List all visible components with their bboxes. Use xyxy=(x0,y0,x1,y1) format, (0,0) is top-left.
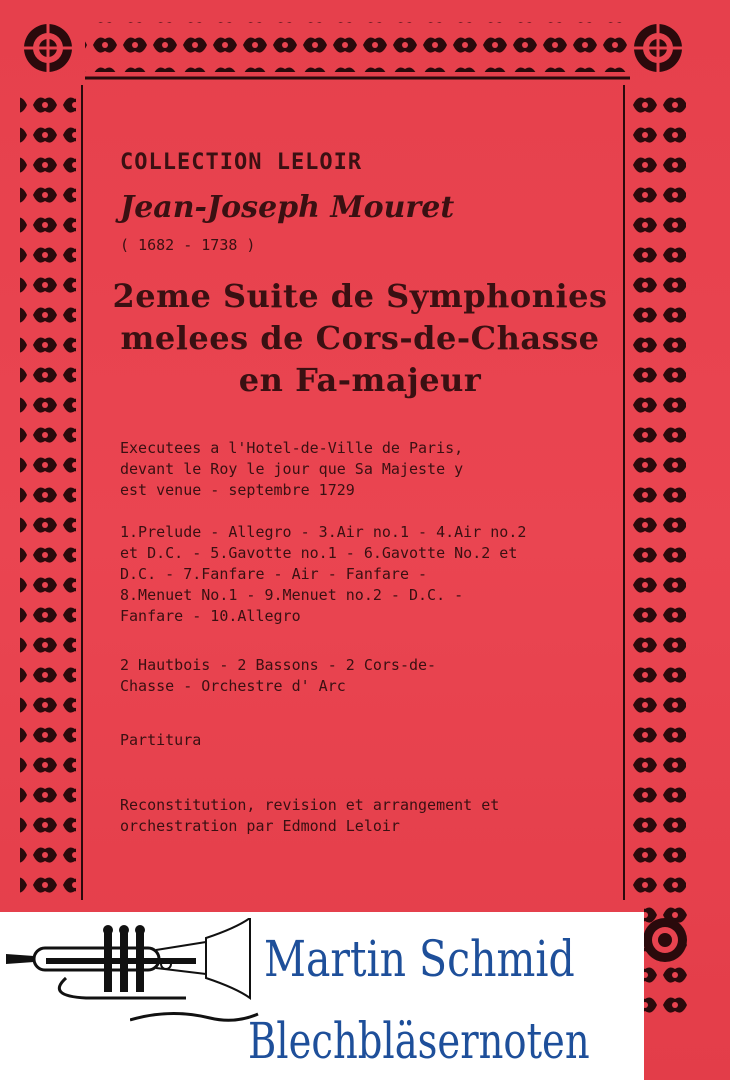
instrumentation-line: Chasse - Orchestre d' Arc xyxy=(120,677,346,695)
composer-years: ( 1682 - 1738 ) xyxy=(120,236,256,254)
border-right xyxy=(630,85,686,905)
note-line: est venue - septembre 1729 xyxy=(120,481,355,499)
movements-line: et D.C. - 5.Gavotte no.1 - 6.Gavotte No.2 et xyxy=(120,544,518,562)
corner-medallion-top-right xyxy=(634,24,682,72)
corner-medallion-top-left xyxy=(24,24,72,72)
credit-line: Reconstitution, revision et arrangement et xyxy=(120,796,500,814)
movements-line: D.C. - 7.Fanfare - Air - Fanfare - xyxy=(120,565,428,583)
edition-type: Partitura xyxy=(120,731,202,749)
movements-line: 1.Prelude - Allegro - 3.Air no.1 - 4.Air no.2 xyxy=(120,523,527,541)
note-line: devant le Roy le jour que Sa Majeste y xyxy=(120,460,464,478)
title-line: melees de Cors-de-Chasse xyxy=(120,319,600,357)
title-line: 2eme Suite de Symphonies xyxy=(112,277,608,315)
instrumentation-line: 2 Hautbois - 2 Bassons - 2 Cors-de- xyxy=(120,656,437,674)
brand-tagline: Blechbläsernoten xyxy=(248,1012,590,1070)
composer-name: Jean-Joseph Mouret xyxy=(120,190,455,225)
arranger-credit xyxy=(120,795,560,837)
note-line: Executees a l'Hotel-de-Ville de Paris, xyxy=(120,439,464,457)
collection-label: COLLECTION LELOIR xyxy=(120,150,363,175)
border-top xyxy=(85,22,630,72)
instrumentation xyxy=(120,655,560,697)
corner-medallion-bottom-right xyxy=(643,918,687,962)
trumpet-icon xyxy=(6,918,256,1018)
movements-line: 8.Menuet No.1 - 9.Menuet no.2 - D.C. - xyxy=(120,586,464,604)
credit-line: orchestration par Edmond Leloir xyxy=(120,817,400,835)
title-line: en Fa-majeur xyxy=(238,361,482,399)
banner-flourish xyxy=(130,1010,260,1030)
performance-note xyxy=(120,438,560,501)
border-left xyxy=(20,85,76,905)
work-title xyxy=(110,275,610,401)
movements-list xyxy=(120,522,560,627)
brand-name: Martin Schmid xyxy=(264,930,575,988)
movements-line: Fanfare - 10.Allegro xyxy=(120,607,301,625)
